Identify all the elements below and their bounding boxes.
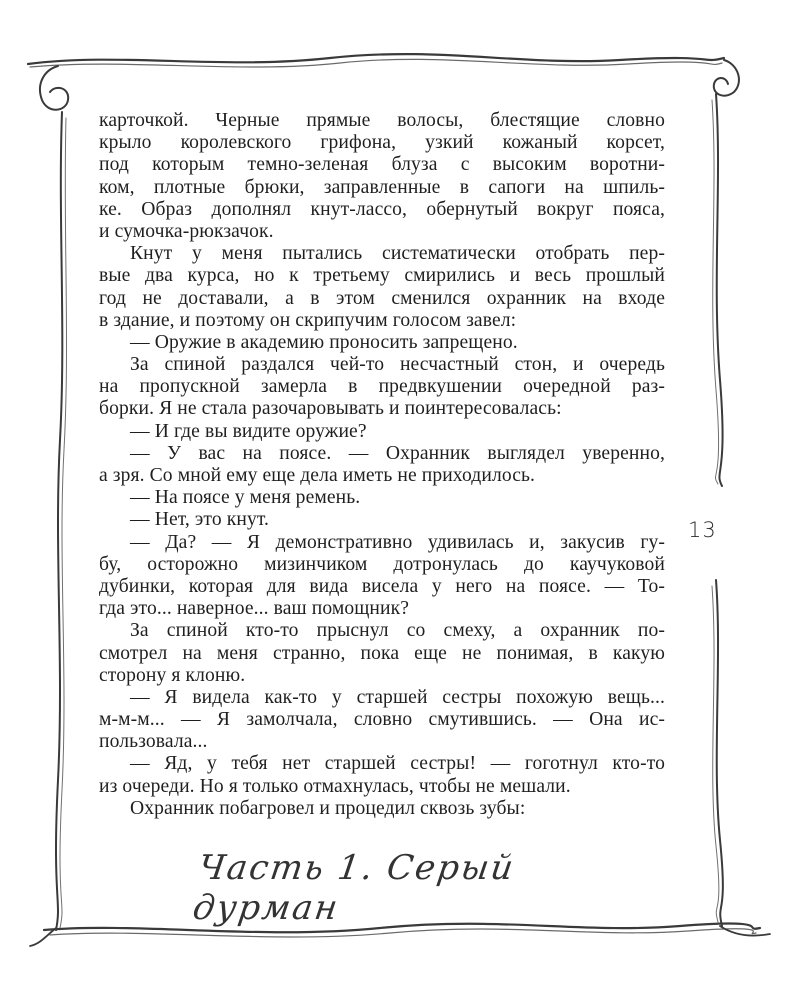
text-line: сторону я клоню. (99, 664, 246, 686)
text-line: — Да? — Я демонстративно удивилась и, закусив гу- (130, 531, 665, 553)
text-line: Кнут у меня пытались систематически отобрать пер- (130, 243, 665, 265)
text-line: а зря. Со мной ему еще дела иметь не приходилось. (99, 465, 536, 486)
text-line: смотрел на меня странно, пока еще не понимая, в какую (99, 642, 665, 664)
text-line: пользовала... (99, 731, 208, 753)
text-line: под которым темно-зеленая блуза с высоким воротни- (99, 154, 665, 176)
text-line: в здание, и поэтому он скрипучим голосом завел: (99, 309, 517, 331)
page-number: 13 (688, 518, 717, 542)
text-line: карточкой. Черные прямые волосы, блестящие словно (99, 110, 665, 131)
text-line: вые два курса, но к третьему смирились и весь прошлый (99, 265, 665, 287)
text-line: — И где вы видите оружие? (130, 420, 367, 442)
text-line: гда это... наверное... ваш помощник? (99, 598, 410, 620)
running-footer: Часть 1. Серый дурман (190, 848, 518, 928)
text-line: из очереди. Но я только отмахнулась, чтобы не мешали. (99, 775, 571, 797)
text-line: крыло королевского грифона, узкий кожаный корсет, (99, 132, 665, 154)
text-line: ке. Образ дополнял кнут-лассо, обернутый вокруг пояса, (99, 198, 665, 220)
body-text (99, 110, 665, 820)
text-line: ком, плотные брюки, заправленные в сапоги на шпиль- (99, 176, 665, 198)
text-line: Охранник побагровел и процедил сквозь зубы: (130, 797, 526, 819)
text-line: и сумочка-рюкзачок. (99, 220, 274, 242)
text-line: — На поясе у меня ремень. (130, 487, 361, 509)
text-line: За спиной раздался чей-то несчастный стон, и очередь (130, 354, 665, 376)
text-line: бу, осторожно мизинчиком дотронулась до каучуковой (99, 553, 665, 575)
text-line: м-м-м... — Я замолчала, словно смутившись. — Она ис- (99, 709, 665, 731)
text-line: За спиной кто-то прыснул со смеху, а охранник по- (130, 620, 665, 642)
text-line: дубинки, которая для вида висела у него на поясе. — То- (99, 575, 665, 597)
text-line: — Я видела как-то у старшей сестры похожую вещь... (130, 686, 665, 708)
text-line: борки. Я не стала разочаровывать и поинтересовалась: (99, 398, 562, 420)
text-line: — Оружие в академию проносить запрещено. (130, 331, 518, 353)
text-line: на пропускной замерла в предвкушении очередной раз- (99, 376, 665, 398)
text-line: — У вас на поясе. — Охранник выглядел уверенно, (130, 442, 665, 464)
text-line: — Нет, это кнут. (130, 509, 270, 531)
text-line: год не доставали, а в этом сменился охранник на входе (99, 287, 665, 309)
text-line: — Яд, у тебя нет старшей сестры! — гоготнул кто-то (130, 753, 665, 775)
